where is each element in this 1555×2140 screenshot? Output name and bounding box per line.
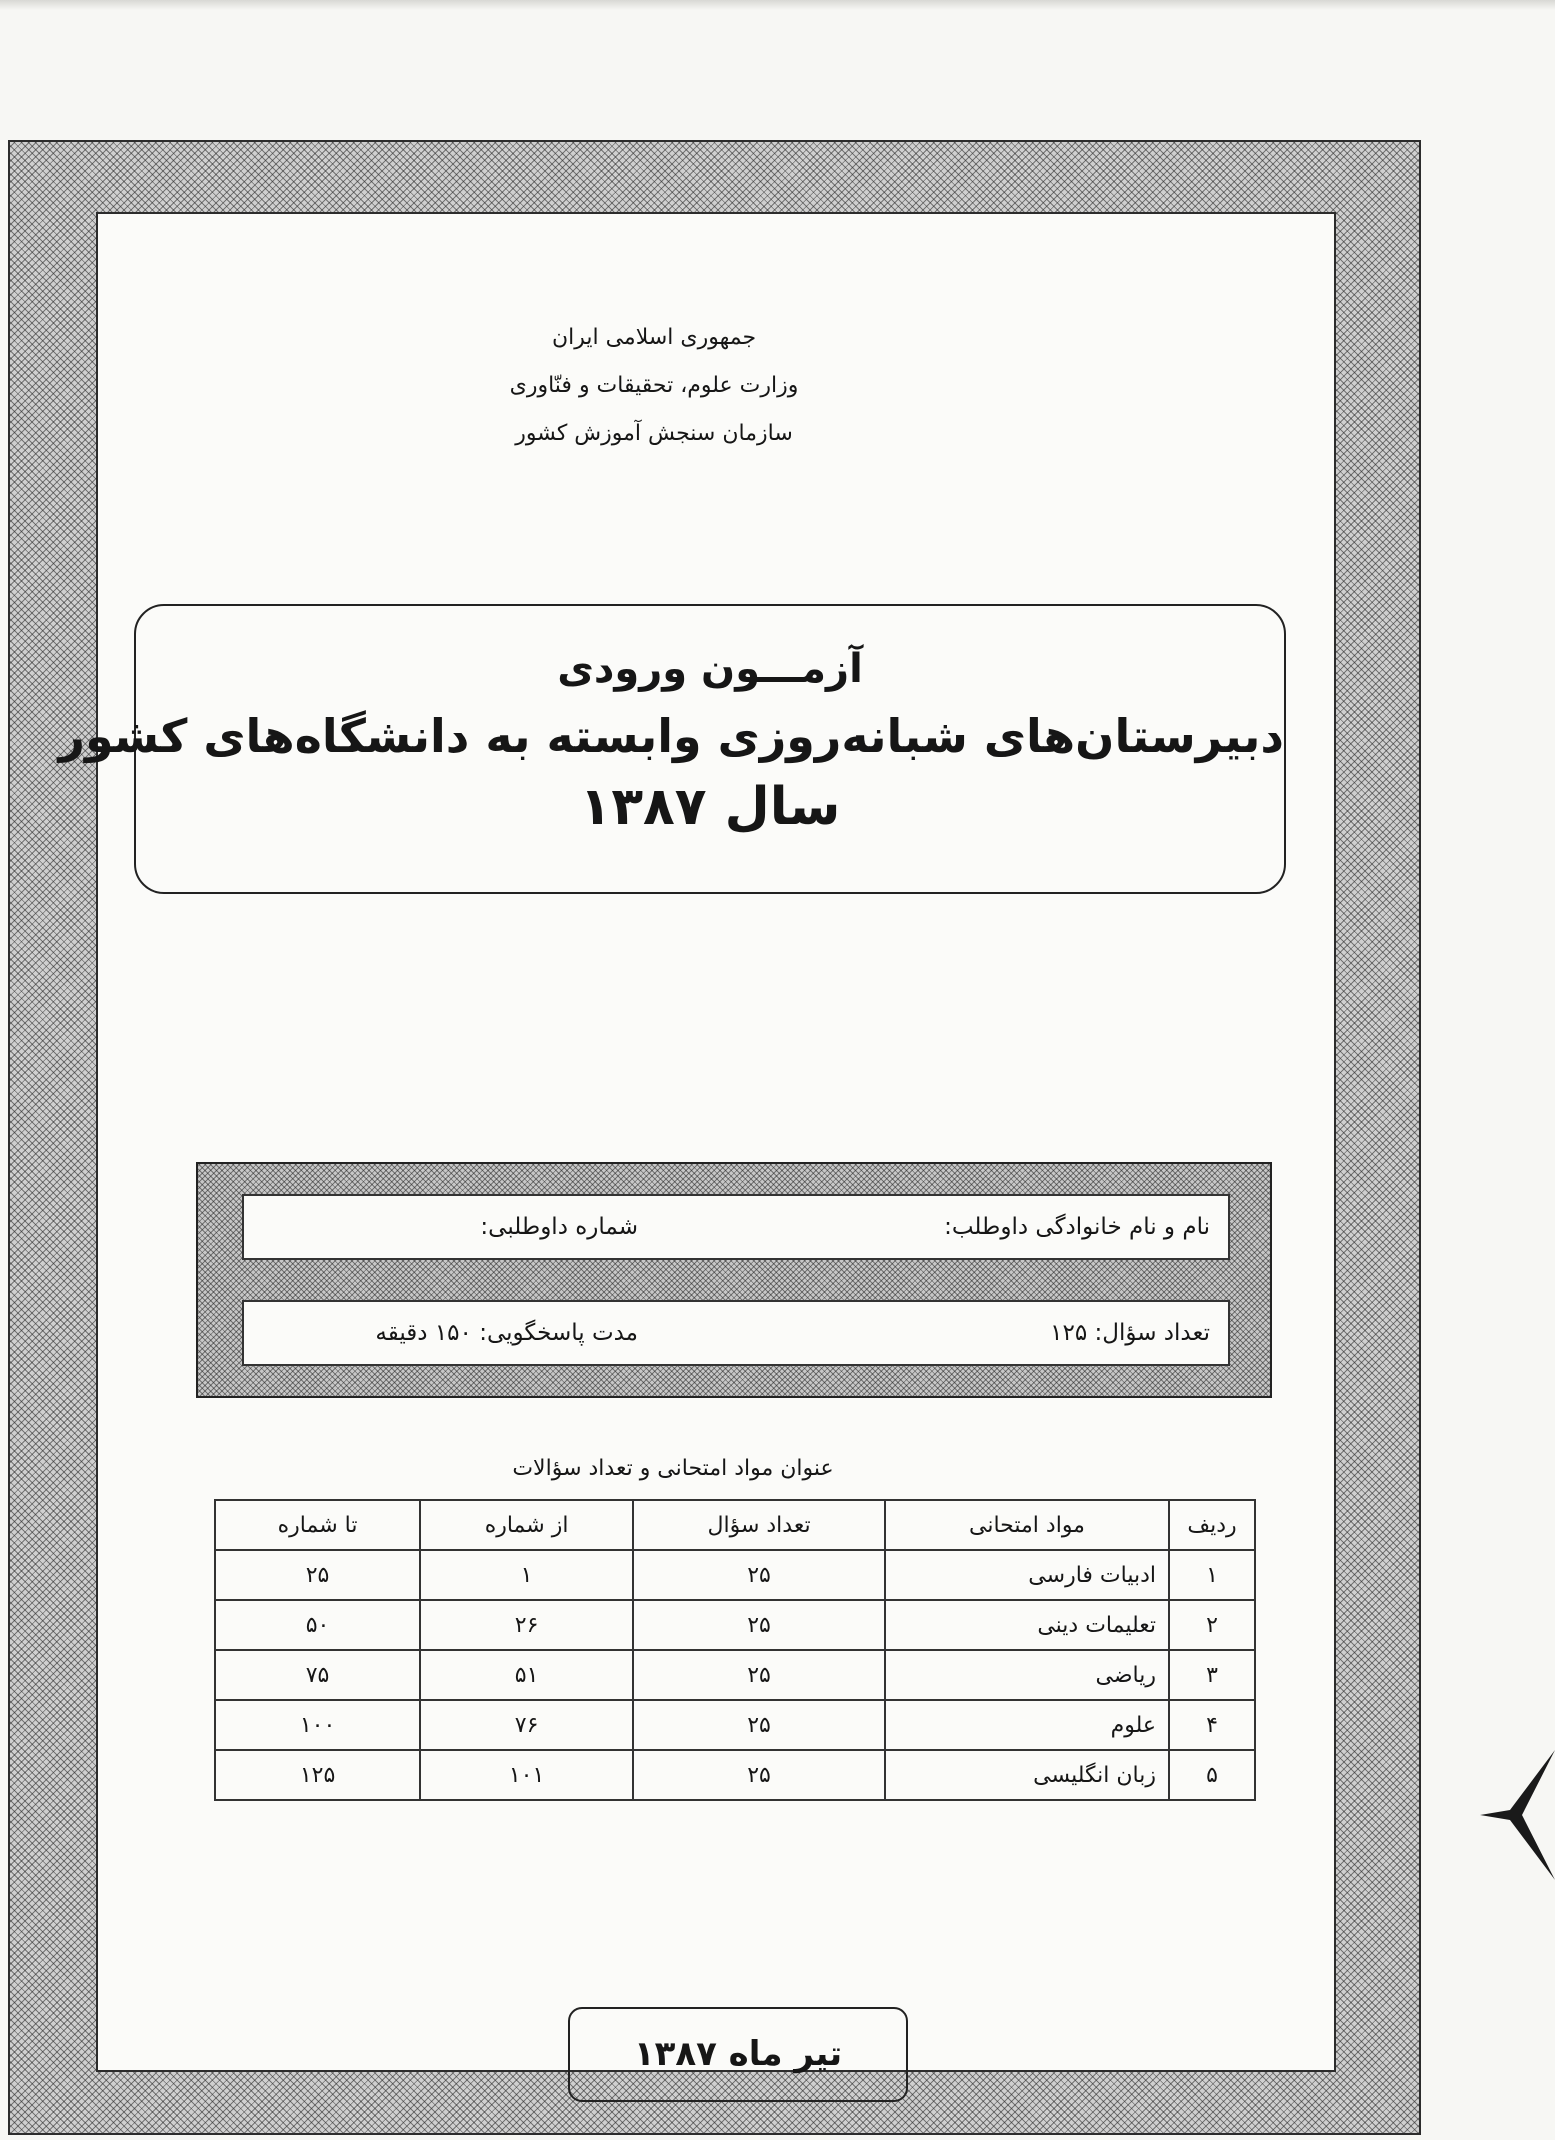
exam-title-box: [58, 604, 1286, 894]
page-border-frame: [8, 140, 1421, 2135]
header-index: ردیف: [1169, 1500, 1255, 1550]
row-question-count: ۲۵: [633, 1750, 885, 1800]
exam-subtitle: دبیرستان‌های شبانه‌روزی وابسته به دانشگاه‌های کشور: [58, 709, 1284, 763]
answer-duration: مدت پاسخگویی: ۱۵۰ دقیقه: [375, 1320, 638, 1346]
row-index: ۱: [1169, 1550, 1255, 1600]
row-question-count: ۲۵: [633, 1550, 885, 1600]
row-subject: زبان انگلیسی: [885, 1750, 1169, 1800]
row-from-number: ۷۶: [420, 1700, 633, 1750]
header-ministry: وزارت علوم، تحقیقات و فنّاوری: [509, 373, 799, 398]
table-header-row: [215, 1500, 1255, 1550]
header-to-number: تا شماره: [215, 1500, 420, 1550]
row-index: ۴: [1169, 1700, 1255, 1750]
row-from-number: ۲۶: [420, 1600, 633, 1650]
header-organization: سازمان سنجش آموزش کشور: [515, 421, 793, 446]
exam-title: آزمـــون ورودی: [557, 646, 863, 692]
row-to-number: ۱۰۰: [215, 1700, 420, 1750]
question-count: تعداد سؤال: ۱۲۵: [1050, 1320, 1210, 1346]
row-subject: ریاضی: [885, 1650, 1169, 1700]
scan-edge: [0, 0, 1555, 10]
row-question-count: ۲۵: [633, 1650, 885, 1700]
exam-year: سال ۱۳۸۷: [579, 777, 841, 837]
table-row: [215, 1750, 1255, 1800]
table-row: [215, 1600, 1255, 1650]
table-row: [215, 1550, 1255, 1600]
row-to-number: ۵۰: [215, 1600, 420, 1650]
header-country: جمهوری اسلامی ایران: [551, 325, 757, 350]
row-subject: ادبیات فارسی: [885, 1550, 1169, 1600]
row-to-number: ۷۵: [215, 1650, 420, 1700]
row-index: ۲: [1169, 1600, 1255, 1650]
subjects-table-caption: عنوان مواد امتحانی و تعداد سؤالات: [512, 1456, 834, 1481]
header-from-number: از شماره: [420, 1500, 633, 1550]
row-to-number: ۲۵: [215, 1550, 420, 1600]
exam-cover-page: [58, 212, 1336, 2074]
row-from-number: ۱۰۱: [420, 1750, 633, 1800]
table-row: [215, 1700, 1255, 1750]
candidate-number-label: شماره داوطلبی:: [480, 1214, 638, 1240]
table-row: [215, 1650, 1255, 1700]
exam-date-box: تیر ماه ۱۳۸۷: [568, 2007, 908, 2102]
row-subject: تعلیمات دینی: [885, 1600, 1169, 1650]
row-index: ۳: [1169, 1650, 1255, 1700]
row-question-count: ۲۵: [633, 1700, 885, 1750]
candidate-name-label: نام و نام خانوادگی داوطلب:: [944, 1214, 1210, 1240]
row-question-count: ۲۵: [633, 1600, 885, 1650]
exam-info-row: [242, 1300, 1230, 1366]
row-to-number: ۱۲۵: [215, 1750, 420, 1800]
header-question-count: تعداد سؤال: [633, 1500, 885, 1550]
header-subject: مواد امتحانی: [885, 1500, 1169, 1550]
candidate-name-row: [242, 1194, 1230, 1260]
row-subject: علوم: [885, 1700, 1169, 1750]
binder-mark-icon: [1480, 1750, 1555, 1880]
row-from-number: ۱: [420, 1550, 633, 1600]
subjects-table: [214, 1499, 1256, 1801]
issuer-header: [454, 314, 854, 458]
row-index: ۵: [1169, 1750, 1255, 1800]
candidate-info-panel: [196, 1162, 1272, 1398]
row-from-number: ۵۱: [420, 1650, 633, 1700]
